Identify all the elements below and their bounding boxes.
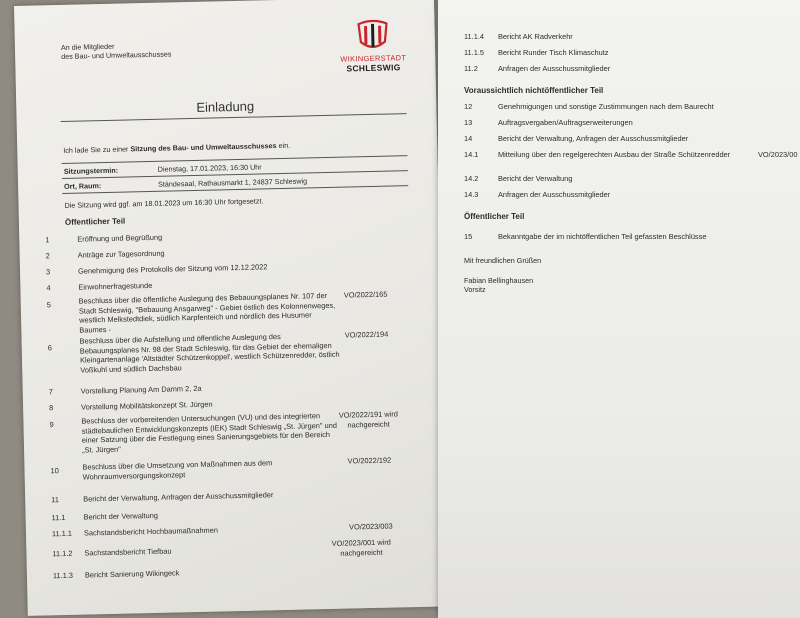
greeting: Mit freundlichen Grüßen bbox=[464, 256, 542, 265]
meta-value-place: Ständesaal, Rathausmarkt 1, 24837 Schleswig bbox=[157, 176, 308, 189]
item-number: 1 bbox=[45, 235, 50, 245]
item-number: 8 bbox=[49, 403, 54, 413]
signer-name: Fabian Bellinghausen bbox=[464, 276, 534, 285]
item-number: 7 bbox=[48, 387, 53, 397]
item-text: Beschluss über die Aufstellung und öffentliche Auslegung des Bebauungsplanes Nr. 98 der Stadt Schleswig, für das Gebiet der ehemaligen Kleingartenanlage 'Altstädter Schützenkoppel', westlich Schützenredder, östlich Voßkuhl und südlich Dachsbau bbox=[79, 332, 340, 375]
recipient-line-1: An die Mitglieder bbox=[60, 41, 115, 52]
item-reference: VO/2022/194 bbox=[344, 329, 389, 340]
item-number: 11.1.3 bbox=[52, 570, 74, 581]
item-text: Sachstandsbericht Tiefbau bbox=[84, 546, 172, 558]
item-number: 11.1.4 bbox=[464, 32, 484, 41]
item-number: 14 bbox=[464, 134, 473, 143]
city-logo bbox=[332, 19, 414, 91]
item-text: Mitteilung über den regelgerechten Ausbau der Straße Schützenredder bbox=[498, 150, 731, 159]
item-text: Vorstellung Mobilitätskonzept St. Jürgen bbox=[81, 399, 213, 412]
item-number: 11.1 bbox=[51, 512, 66, 523]
item-text: Beschluss der vorbereitenden Untersuchungen (VU) und des integrierten städtebaulichen Entwicklungskonzepts (IEK) Stadt Schleswig „St. Jürgen" und einer Satzung über die Festlegung eines Sanierungsgebiets für den Bereich „St. Jürgen" bbox=[81, 411, 337, 455]
item-number: 4 bbox=[46, 283, 51, 293]
agenda-item bbox=[24, 454, 444, 482]
item-text: Bericht der Verwaltung bbox=[83, 510, 159, 522]
item-number: 15 bbox=[464, 232, 473, 241]
item-number: 10 bbox=[50, 466, 59, 476]
item-text: Beschluss über die öffentliche Auslegung des Bebauungsplanes Nr. 107 der Stadt Schleswig, "Bebauung Ansgarweg" - Gebiet östlich des Kolonnenweges, westlich Melkstedtdiek, südlich Karpfenteich und nördlich des Husumer Baumes - bbox=[78, 290, 336, 335]
city-coat-of-arms-icon bbox=[354, 19, 391, 52]
item-text: Bericht Runder Tisch Klimaschutz bbox=[498, 48, 609, 57]
item-text: Bericht AK Radverkehr bbox=[498, 32, 573, 41]
item-number: 5 bbox=[46, 300, 52, 310]
item-number: 14.2 bbox=[464, 174, 479, 183]
logo-line-2: SCHLESWIG bbox=[346, 62, 401, 74]
item-number: 6 bbox=[47, 343, 52, 353]
agenda-item bbox=[26, 504, 446, 523]
agenda-item bbox=[27, 562, 447, 581]
invitation-committee: Sitzung des Bau- und Umweltausschusses bbox=[130, 141, 277, 154]
item-text: Bericht der Verwaltung bbox=[498, 174, 573, 183]
nonpublic-heading: Voraussichtlich nichtöffentlicher Teil bbox=[464, 86, 604, 95]
agenda-page-2 bbox=[438, 0, 800, 618]
item-text: Vorstellung Planung Am Damm 2, 2a bbox=[80, 383, 202, 396]
item-text: Auftragsvergaben/Auftragserweiterungen bbox=[498, 118, 633, 127]
item-reference: VO/2022/192 bbox=[347, 455, 392, 466]
item-reference: VO/2022/165 bbox=[343, 289, 388, 300]
item-reference: VO/2023/001 wird nachgereicht bbox=[331, 537, 391, 558]
meta-label-place: Ort, Raum: bbox=[64, 181, 102, 191]
item-reference: VO/2022/191 wird nachgereicht bbox=[338, 409, 399, 430]
agenda-item bbox=[23, 378, 443, 397]
title-rule bbox=[61, 113, 407, 122]
agenda-item bbox=[19, 226, 439, 245]
item-text: Anträge zur Tagesordnung bbox=[77, 248, 165, 260]
recipient-line-2: des Bau- und Umweltausschusses bbox=[61, 49, 172, 61]
item-text: Einwohnerfragestunde bbox=[78, 280, 153, 292]
page-title: Einladung bbox=[196, 98, 255, 115]
signer-role: Vorsitz bbox=[464, 285, 486, 294]
item-text: Genehmigungen und sonstige Zustimmungen nach dem Baurecht bbox=[498, 102, 714, 111]
public-heading-2: Öffentlicher Teil bbox=[464, 212, 525, 221]
item-number: 13 bbox=[464, 118, 473, 127]
item-number: 11.1.2 bbox=[52, 548, 73, 559]
meta-label-date: Sitzungstermin: bbox=[63, 165, 119, 176]
agenda-page-1 bbox=[14, 0, 448, 616]
item-number: 14.3 bbox=[464, 190, 479, 199]
item-text: Beschluss über die Umsetzung von Maßnahmen aus dem Wohnraumversorgungskonzept bbox=[82, 458, 273, 482]
item-text: Anfragen der Ausschussmitglieder bbox=[498, 64, 611, 73]
item-text: Bericht der Verwaltung, Anfragen der Ausschussmitglieder bbox=[498, 134, 689, 143]
item-reference: VO/2023/003 bbox=[349, 521, 393, 532]
item-text: Genehmigung des Protokolls der Sitzung vom 12.12.2022 bbox=[77, 262, 268, 276]
item-number: 9 bbox=[49, 420, 54, 430]
item-number: 11 bbox=[51, 495, 59, 505]
public-heading: Öffentlicher Teil bbox=[64, 216, 126, 227]
invitation-prefix: Ich lade Sie zu einer bbox=[63, 144, 131, 155]
agenda-item bbox=[25, 486, 445, 505]
item-number: 11.1.5 bbox=[464, 48, 484, 57]
item-number: 14.1 bbox=[464, 150, 479, 159]
continuation-note: Die Sitzung wird ggf. am 18.01.2023 um 16:30 Uhr fortgesetzt. bbox=[64, 196, 264, 210]
meta-value-date: Dienstag, 17.01.2023, 16:30 Uhr bbox=[157, 162, 262, 174]
item-text: Anfragen der Ausschussmitglieder bbox=[498, 190, 611, 199]
invitation-text bbox=[63, 141, 290, 155]
item-reference: VO/2023/00 bbox=[758, 150, 798, 159]
item-number: 2 bbox=[45, 251, 50, 261]
item-number: 11.2 bbox=[464, 64, 478, 73]
item-text: Bekanntgabe der im nichtöffentlichen Teil gefassten Beschlüsse bbox=[498, 232, 707, 241]
item-text: Bericht der Verwaltung, Anfragen der Ausschussmitglieder bbox=[83, 490, 274, 504]
invitation-suffix: ein. bbox=[276, 140, 291, 151]
logo-line-1: WIKINGERSTADT bbox=[340, 53, 407, 64]
item-text: Eröffnung und Begrüßung bbox=[77, 232, 163, 244]
item-number: 3 bbox=[45, 267, 51, 277]
item-text: Sachstandsbericht Hochbaumaßnahmen bbox=[83, 525, 218, 538]
item-text: Bericht Sanierung Wikingeck bbox=[84, 568, 180, 580]
item-number: 12 bbox=[464, 102, 473, 111]
item-number: 11.1.1 bbox=[51, 528, 73, 539]
